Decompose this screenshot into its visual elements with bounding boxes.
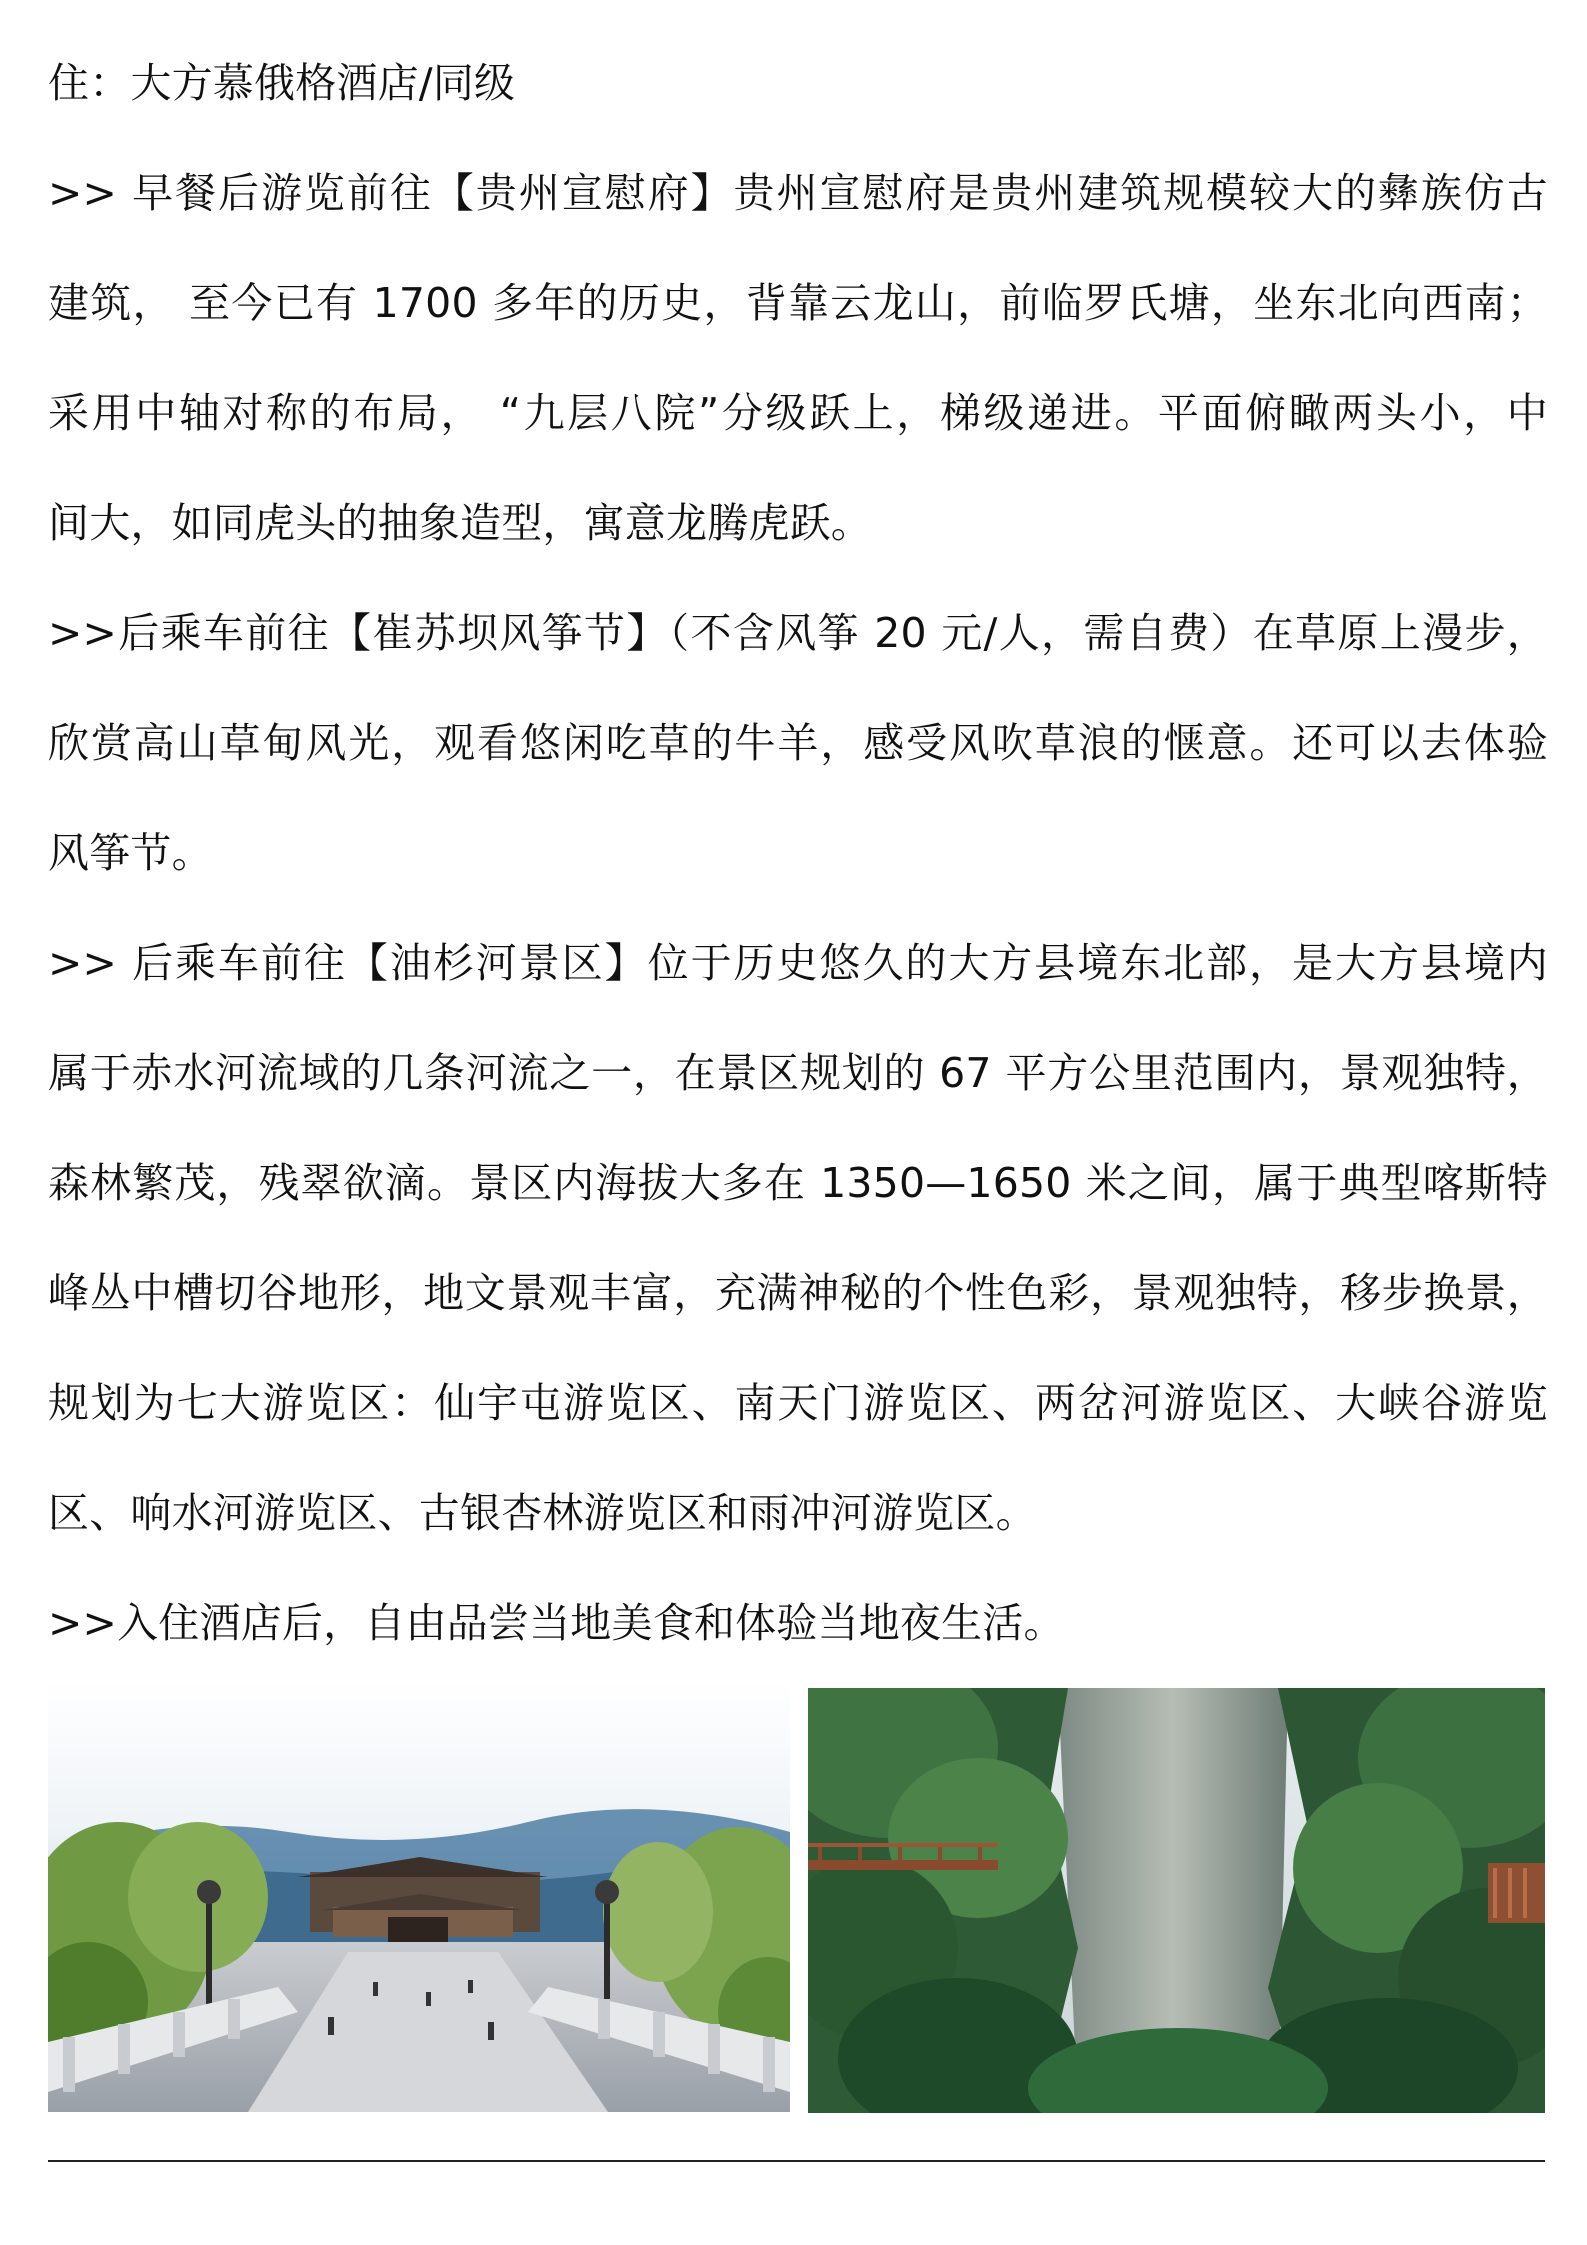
- paragraph-line: >>后乘车前往【崔苏坝风筝节】（不含风筝 20 元/人，需自费）在草原上漫步，: [48, 609, 1548, 657]
- hotel-line: 住：大方慕俄格酒店/同级: [48, 59, 516, 107]
- paragraph-line: 风筝节。: [48, 829, 213, 877]
- paragraph-line: 采用中轴对称的布局， “九层八院”分级跃上，梯级递进。平面俯瞰两头小，中: [48, 389, 1548, 437]
- palace-plaza-photo: [48, 1682, 790, 2112]
- paragraph-line: >> 早餐后游览前往【贵州宣慰府】贵州宣慰府是贵州建筑规模较大的彝族仿古: [48, 169, 1548, 217]
- canyon-cliff-photo: [808, 1688, 1545, 2113]
- paragraph-line: 建筑， 至今已有 1700 多年的历史，背靠云龙山，前临罗氏塘，坐东北向西南；: [48, 279, 1548, 327]
- bottom-rule: [48, 2160, 1545, 2162]
- paragraph-line: >>入住酒店后，自由品尝当地美食和体验当地夜生活。: [48, 1599, 1065, 1647]
- paragraph-line: 峰丛中槽切谷地形，地文景观丰富，充满神秘的个性色彩，景观独特，移步换景，: [48, 1269, 1548, 1317]
- paragraph-line: 属于赤水河流域的几条河流之一，在景区规划的 67 平方公里范围内，景观独特，: [48, 1049, 1548, 1097]
- paragraph-line: 间大，如同虎头的抽象造型，寓意龙腾虎跃。: [48, 499, 872, 547]
- itinerary-text: [48, 28, 1548, 1678]
- paragraph-line: 规划为七大游览区：仙宇屯游览区、南天门游览区、两岔河游览区、大峡谷游览: [48, 1379, 1548, 1427]
- paragraph-line: 欣赏高山草甸风光，观看悠闲吃草的牛羊，感受风吹草浪的惬意。还可以去体验: [48, 719, 1548, 767]
- paragraph-line: 森林繁茂，残翠欲滴。景区内海拔大多在 1350—1650 米之间，属于典型喀斯特: [48, 1159, 1548, 1207]
- paragraph-line: >> 后乘车前往【油杉河景区】位于历史悠久的大方县境东北部，是大方县境内: [48, 939, 1548, 987]
- paragraph-line: 区、响水河游览区、古银杏林游览区和雨冲河游览区。: [48, 1489, 1037, 1537]
